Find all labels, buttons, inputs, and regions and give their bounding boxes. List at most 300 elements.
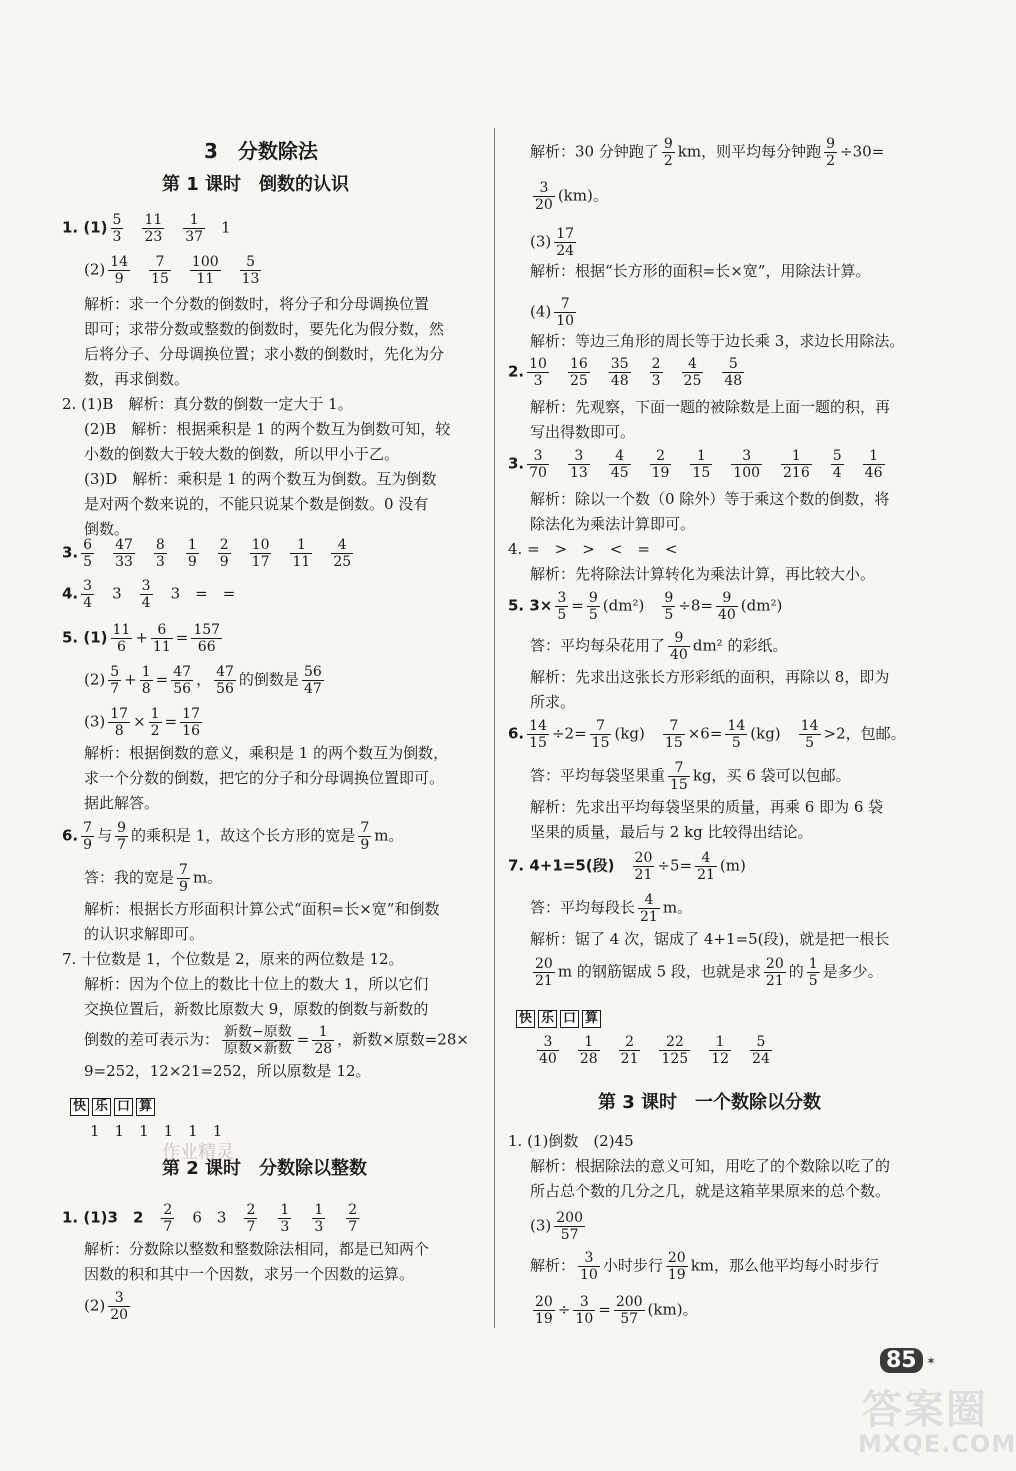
- fraction: [716, 590, 738, 623]
- fraction: [214, 664, 236, 697]
- numerator: 7: [149, 254, 171, 271]
- fraction: [244, 1202, 257, 1235]
- denominator: 9: [179, 879, 188, 895]
- q2-2a: (2)B 解析：根据乘积是 1 的两个数互为倒数可知，较: [84, 420, 451, 438]
- denominator: 17: [251, 554, 270, 570]
- numerator: 7: [663, 718, 685, 735]
- q7-analysis-3: 倒数的差可表示为： $\frac{\text{新数−原数}}{\text{原数×新数}}$ = $\frac{1}{28}$ ，新数×原数=28×: [84, 1024, 469, 1057]
- q7-analysis-1: 解析：因为个位上的数比十位上的数大 1，所以它们: [84, 975, 429, 993]
- fraction: [662, 136, 675, 169]
- q1-part2: (2) $\frac{14}{9}$ $\frac{7}{15}$ $\frac{100}{11}$ $\frac{5}{13}$: [84, 254, 277, 287]
- numerator: 3: [527, 448, 549, 465]
- watermark-url: MXQE.COM: [858, 1430, 1016, 1458]
- fraction: [662, 590, 675, 623]
- fraction: [142, 212, 164, 245]
- kuaile-values: 1 1 1 1 1 1: [90, 1122, 223, 1140]
- fraction: [807, 956, 820, 989]
- numerator: 3: [557, 590, 567, 606]
- denominator: 10: [556, 313, 575, 329]
- numerator: 100: [191, 254, 219, 270]
- fraction: [709, 1034, 731, 1067]
- r3-analysis: 解析：根据“长方形的面积=长×宽”，用除法计算。: [530, 262, 871, 280]
- denominator: 40: [539, 1051, 557, 1067]
- numerator: 7: [83, 820, 93, 836]
- fraction: [568, 356, 590, 389]
- denominator: 21: [640, 909, 658, 925]
- l2-analysis-1: 解析：分数除以整数和整数除法相同，都是已知两个: [84, 1240, 430, 1258]
- q7-analysis-2: 交换位置后，新数比原数大 9，原数的倒数与新数的: [84, 1000, 429, 1018]
- denominator: 15: [670, 777, 688, 793]
- fraction: [358, 820, 371, 853]
- r-q4: 4. = > > < = <: [508, 540, 678, 558]
- numerator: 7: [179, 862, 188, 878]
- numerator: 6: [83, 537, 93, 553]
- denominator: 19: [535, 1311, 553, 1327]
- denominator: 19: [667, 1267, 686, 1283]
- r-q4-analysis: 解析：先将除法计算转化为乘法计算，再比较大小。: [530, 565, 876, 583]
- lesson1-title: 第 1 课时 倒数的认识: [162, 174, 350, 195]
- denominator: 47: [303, 681, 322, 697]
- numerator: 1: [183, 212, 205, 229]
- numerator: 5: [110, 664, 120, 680]
- fraction: [186, 537, 199, 570]
- denominator: 216: [783, 465, 810, 481]
- q5-analysis-2: 求一个分数的倒数，把它的分子和分母调换位置即可。: [84, 769, 445, 787]
- numerator: 157: [193, 622, 221, 638]
- fraction: [149, 254, 171, 287]
- denominator: 20: [110, 1307, 129, 1323]
- numerator: 3: [141, 578, 151, 594]
- fraction: [154, 537, 167, 570]
- q6: 6. $\frac{7}{9}$ 与 $\frac{9}{7}$ 的乘积是 1，故这个长方形的宽是 $\frac{7}{9}$ m。: [62, 820, 404, 853]
- l3-calc: $\frac{20}{19}$ ÷ $\frac{3}{10}$ = $\frac{200}{57}$ (km)。: [535, 1294, 698, 1327]
- denominator: 5: [805, 735, 815, 751]
- denominator: 9: [83, 837, 93, 853]
- column-divider: [494, 128, 495, 1328]
- denominator: 13: [241, 271, 260, 287]
- numerator: 56: [303, 664, 322, 680]
- numerator: 9: [588, 590, 598, 606]
- numerator: 2: [246, 1202, 256, 1218]
- fraction: [527, 356, 549, 389]
- numerator: 35: [610, 356, 629, 372]
- denominator: 57: [620, 1311, 639, 1327]
- fraction: [619, 1034, 641, 1067]
- r-q2: 2. $\frac{10}{3}$ $\frac{16}{25}$ $\frac{35}{48}$ $\frac{2}{3}$ $\frac{4}{25}$ $\frac{5}{48}$: [508, 356, 760, 389]
- numerator: 2: [348, 1202, 358, 1218]
- fraction: [222, 1024, 294, 1057]
- numerator: 2: [651, 356, 661, 372]
- numerator: 3: [83, 578, 93, 594]
- fraction: [140, 578, 153, 611]
- q6-analysis-1: 解析：根据长方形面积计算公式“面积=长×宽”和倒数: [84, 900, 440, 918]
- fraction: [831, 448, 844, 481]
- numerator: 7: [668, 760, 690, 777]
- fraction: [668, 630, 690, 663]
- numerator: 9: [664, 590, 674, 606]
- denominator: 10: [575, 1311, 594, 1327]
- denominator: 6: [116, 639, 126, 655]
- numerator: 9: [663, 136, 673, 152]
- numerator: 16: [569, 356, 588, 372]
- denominator: 7: [246, 1219, 256, 1235]
- fraction: [81, 820, 94, 853]
- denominator: 25: [683, 373, 702, 389]
- fraction: [149, 706, 162, 739]
- denominator: 3: [651, 373, 661, 389]
- denominator: 28: [314, 1041, 333, 1057]
- fraction: [527, 718, 549, 751]
- denominator: 3: [533, 373, 543, 389]
- numerator: 新数−原数: [224, 1024, 292, 1040]
- numerator: 1: [150, 706, 160, 722]
- l3-analysis-2: 所占总个数的几分之几，就是这箱苹果原来的总个数。: [530, 1182, 891, 1200]
- q1-analysis-3: 后将分子、分母调换位置；求小数的倒数时，先化为分: [84, 345, 445, 363]
- numerator: 11: [112, 622, 131, 638]
- r-q2-analysis-1: 解析：先观察，下面一题的被除数是上面一题的积，再: [530, 398, 891, 416]
- q5-1: 5. (1) $\frac{11}{6}$ + $\frac{6}{11}$ = $\frac{157}{66}$: [62, 622, 221, 655]
- fraction: [113, 537, 135, 570]
- denominator: 66: [197, 639, 216, 655]
- fraction: [171, 664, 193, 697]
- fraction: [533, 180, 555, 213]
- r-q6-answer: 答：平均每袋坚果重 $\frac{7}{15}$ kg，买 6 袋可以包邮。: [530, 760, 851, 793]
- numerator: 47: [173, 664, 192, 680]
- fraction: [108, 1290, 130, 1323]
- denominator: 3: [314, 1219, 324, 1235]
- fraction: [312, 1024, 334, 1057]
- q5-2: (2) $\frac{5}{7}$ + $\frac{1}{8}$ = $\frac{47}{56}$ ， $\frac{47}{56}$ 的倒数是 $\frac{56}{47}$: [84, 664, 322, 697]
- denominator: 45: [610, 465, 629, 481]
- watermark-stamp: 作业精灵: [162, 1142, 234, 1163]
- r4: (4) $\frac{7}{10}$: [530, 296, 575, 329]
- fraction-row: [534, 1034, 788, 1067]
- fraction: [690, 448, 712, 481]
- denominator: 21: [535, 973, 553, 989]
- denominator: 5: [808, 973, 818, 989]
- numerator: 7: [554, 296, 576, 313]
- fraction: [650, 356, 663, 389]
- denominator: 10: [580, 1267, 598, 1283]
- numerator: 47: [115, 537, 133, 553]
- fraction: [302, 664, 324, 697]
- fraction: [587, 590, 600, 623]
- denominator: 9: [187, 554, 197, 570]
- numerator: 4: [682, 356, 704, 373]
- q5-analysis-1: 解析：根据倒数的意义，乘积是 1 的两个数互为倒数，: [84, 744, 449, 762]
- numerator: 2: [619, 1034, 641, 1051]
- denominator: 2: [826, 153, 836, 169]
- q2-3b: 是对两个数来说的，不能只说某个数是倒数。0 没有: [84, 495, 429, 513]
- numerator: 1: [863, 448, 885, 465]
- fraction: [650, 448, 672, 481]
- denominator: 57: [560, 1227, 579, 1243]
- numerator: 5: [832, 448, 842, 464]
- fraction-row: [78, 537, 369, 570]
- denominator: 5: [557, 607, 567, 623]
- fraction: [183, 212, 205, 245]
- denominator: 2: [150, 723, 160, 739]
- r-q7: 7. 4+1=5(段) $\frac{20}{21}$ ÷5= $\frac{4}{21}$ (m): [508, 850, 746, 883]
- numerator: 2: [163, 1202, 173, 1218]
- denominator: 70: [529, 465, 547, 481]
- page-number: 85: [880, 1348, 923, 1373]
- l2-q1: 1. (1)3 2 $\frac{2}{7}$ 6 3 $\frac{2}{7}$ $\frac{1}{3}$ $\frac{1}{3}$ $\frac{2}{7}$: [62, 1202, 358, 1235]
- denominator: 56: [216, 681, 234, 697]
- denominator: 37: [185, 229, 204, 245]
- fraction: [573, 1294, 595, 1327]
- denominator: 40: [717, 607, 736, 623]
- numerator: 1: [312, 1024, 334, 1041]
- fraction: [161, 1202, 174, 1235]
- numerator: 3: [108, 1290, 130, 1307]
- numerator: 1: [280, 1202, 290, 1218]
- fraction: [668, 760, 690, 793]
- numerator: 8: [155, 537, 165, 553]
- fraction: [555, 590, 568, 623]
- fraction: [554, 226, 576, 259]
- denominator: 100: [733, 465, 761, 481]
- denominator: 25: [333, 554, 352, 570]
- denominator: 9: [219, 554, 229, 570]
- numerator: 1: [690, 448, 712, 465]
- fraction: [824, 136, 837, 169]
- fraction: [177, 862, 190, 895]
- numerator: 3: [573, 1294, 595, 1311]
- numerator: 3: [533, 180, 555, 197]
- q6-analysis-2: 的认识求解即可。: [84, 925, 205, 943]
- r-q3-analysis-2: 除法化为乘法计算即可。: [530, 515, 696, 533]
- fraction: [638, 892, 660, 925]
- fraction: [312, 1202, 325, 1235]
- fraction: [140, 664, 153, 697]
- q5-analysis-3: 据此解答。: [84, 794, 160, 812]
- fraction: [108, 664, 121, 697]
- denominator: 24: [556, 243, 575, 259]
- r-kuaile-kousuan-badge: 快 乐 口 算: [516, 1006, 604, 1028]
- denominator: 40: [670, 647, 688, 663]
- r3: (3) $\frac{17}{24}$: [530, 226, 575, 259]
- numerator: 14: [110, 254, 129, 270]
- r-q7-answer: 答：平均每段长 $\frac{4}{21}$ m。: [530, 892, 693, 925]
- r-q3: 3. $\frac{3}{70}$ $\frac{3}{13}$ $\frac{4}{45}$ $\frac{2}{19}$ $\frac{1}{15}$ $\frac{3}{100}$ $\frac{1}{216}$ $\frac{5}{4}$ $\frac{1}{46}$: [508, 448, 901, 481]
- denominator: 56: [173, 681, 192, 697]
- fraction: [666, 1250, 688, 1283]
- fraction-row: [524, 356, 760, 389]
- r1-result: $\frac{3}{20}$ (km)。: [535, 180, 608, 213]
- numerator: 1: [141, 664, 151, 680]
- fraction: [554, 296, 576, 329]
- numerator: 200: [556, 1210, 583, 1226]
- fraction: [590, 718, 612, 751]
- fraction: [111, 212, 124, 245]
- q1-part1: 1. (1) $\frac{5}{3}$ $\frac{11}{23}$ $\frac{1}{37}$ 1: [62, 212, 231, 245]
- kuaile-kousuan-badge: 快 乐 口 算: [70, 1094, 158, 1116]
- numerator: 14: [529, 718, 547, 734]
- fraction: [659, 1034, 690, 1067]
- numerator: 5: [112, 212, 122, 228]
- denominator: 8: [141, 681, 151, 697]
- numerator: 10: [529, 356, 547, 372]
- numerator: 6: [151, 622, 173, 639]
- r1-analysis: 解析：30 分钟跑了 $\frac{9}{2}$ km，则平均每分钟跑 $\frac{9}{2}$ ÷30=: [530, 136, 885, 169]
- denominator: 13: [569, 465, 588, 481]
- fraction: [81, 578, 94, 611]
- r-q2-analysis-2: 写出得数即可。: [530, 423, 636, 441]
- denominator: 23: [144, 229, 163, 245]
- numerator: 9: [668, 630, 690, 647]
- q2-3c: 倒数。: [84, 520, 130, 538]
- denominator: 9: [360, 837, 370, 853]
- denominator: 9: [114, 271, 124, 287]
- denominator: 4: [83, 595, 93, 611]
- r4-analysis: 解析：等边三角形的周长等于边长乘 3，求边长用除法。: [530, 332, 905, 350]
- fraction: [682, 356, 704, 389]
- fraction: [663, 718, 685, 751]
- numerator: 9: [117, 820, 126, 836]
- fraction: [190, 254, 221, 287]
- denominator: 5: [588, 607, 598, 623]
- fraction: [111, 622, 133, 655]
- numerator: 5: [750, 1034, 772, 1051]
- denominator: 28: [579, 1051, 598, 1067]
- numerator: 14: [727, 718, 746, 734]
- fraction: [151, 622, 173, 655]
- numerator: 17: [110, 706, 129, 722]
- l2-analysis-2: 因数的积和其中一个因数，求另一个因数的运算。: [84, 1265, 415, 1283]
- fraction: [527, 448, 549, 481]
- fraction: [799, 718, 821, 751]
- denominator: 11: [292, 554, 311, 570]
- fraction: [191, 622, 222, 655]
- lesson2-title: 第 2 课时 分数除以整数: [162, 1158, 368, 1179]
- fraction: [533, 956, 555, 989]
- fraction: [609, 448, 631, 481]
- fraction: [533, 1294, 555, 1327]
- denominator: 7: [348, 1219, 358, 1235]
- l3-analysis-1: 解析：根据除法的意义可知，用吃了的个数除以吃了的: [530, 1157, 891, 1175]
- numerator: 17: [556, 226, 575, 242]
- fraction: [731, 448, 762, 481]
- numerator: 2: [219, 537, 229, 553]
- fraction: [578, 1250, 600, 1283]
- fraction: [290, 537, 312, 570]
- numerator: 10: [251, 537, 270, 553]
- numerator: 200: [615, 1294, 643, 1310]
- r-q6-analysis-1: 解析：先求出平均每袋坚果的质量，再乘 6 即为 6 袋: [530, 798, 884, 816]
- l3-q1: 1. (1)倒数 (2)45: [508, 1132, 634, 1150]
- denominator: 46: [864, 465, 883, 481]
- numerator: 3: [568, 448, 590, 465]
- fraction: [764, 956, 786, 989]
- l2-q1-part2: (2) $\frac{3}{20}$: [84, 1290, 129, 1323]
- fraction: [537, 1034, 559, 1067]
- r-q5: 5. 3× $\frac{3}{5}$ = $\frac{9}{5}$ (dm²) $\frac{9}{5}$ ÷8= $\frac{9}{40}$ (dm²): [508, 590, 783, 623]
- denominator: 2: [663, 153, 673, 169]
- r-q5-analysis-1: 解析：先求出这张长方形彩纸的面积，再除以 8，即为: [530, 668, 890, 686]
- numerator: 14: [800, 718, 819, 734]
- denominator: 15: [664, 735, 683, 751]
- watermark-logo: 答案圈: [862, 1387, 988, 1433]
- numerator: 1: [187, 537, 197, 553]
- q6-answer: 答：我的宽是 $\frac{7}{9}$ m。: [84, 862, 223, 895]
- denominator: 24: [752, 1051, 770, 1067]
- denominator: 5: [731, 735, 741, 751]
- fraction-row: [524, 448, 900, 481]
- denominator: 4: [141, 595, 151, 611]
- fraction: [568, 448, 590, 481]
- q1-analysis-1: 解析：求一个分数的倒数时，将分子和分母调换位置: [84, 295, 430, 313]
- l3-analysis-3: 解析： $\frac{3}{10}$ 小时步行 $\frac{20}{19}$ km，那么他平均每小时步行: [530, 1250, 880, 1283]
- numerator: 3: [578, 1250, 600, 1267]
- fraction: [331, 537, 353, 570]
- numerator: 1: [781, 448, 812, 465]
- l3-q3: (3) $\frac{200}{57}$: [530, 1210, 583, 1243]
- numerator: 20: [634, 850, 653, 866]
- numerator: 47: [216, 664, 234, 680]
- numerator: 7: [590, 718, 612, 735]
- numerator: 4: [638, 892, 660, 909]
- q5-3: (3) $\frac{17}{8}$ × $\frac{1}{2}$ = $\frac{17}{16}$: [84, 706, 200, 739]
- denominator: 3: [280, 1219, 290, 1235]
- fraction: [633, 850, 655, 883]
- denominator: 20: [535, 197, 553, 213]
- q7-analysis-4: 9=252，12×21=252，所以原数是 12。: [84, 1062, 371, 1080]
- denominator: 21: [620, 1051, 639, 1067]
- denominator: 11: [196, 271, 215, 287]
- denominator: 15: [529, 735, 547, 751]
- fraction: [180, 706, 202, 739]
- fraction: [863, 448, 885, 481]
- fraction: [81, 537, 94, 570]
- denominator: 7: [110, 681, 120, 697]
- denominator: 15: [692, 465, 711, 481]
- denominator: 125: [661, 1051, 689, 1067]
- r-kuaile-values: [534, 1034, 788, 1067]
- numerator: 20: [535, 1294, 553, 1310]
- denominator: 7: [117, 837, 126, 853]
- fraction: [695, 850, 717, 883]
- q7: 7. 十位数是 1，个位数是 2，原来的两位数是 12。: [62, 950, 404, 968]
- denominator: 15: [151, 271, 169, 287]
- fraction: [725, 718, 747, 751]
- denominator: 25: [569, 373, 588, 389]
- denominator: 21: [634, 867, 653, 883]
- denominator: 48: [610, 373, 629, 389]
- lesson3-title: 第 3 课时 一个数除以分数: [598, 1092, 822, 1113]
- fraction: [346, 1202, 359, 1235]
- denominator: 3: [112, 229, 122, 245]
- denominator: 11: [152, 639, 171, 655]
- r-q3-analysis-1: 解析：除以一个数（0 除外）等于乘这个数的倒数，将: [530, 490, 890, 508]
- fraction: [609, 356, 631, 389]
- q3: 3. $\frac{6}{5}$ $\frac{47}{33}$ $\frac{8}{3}$ $\frac{1}{9}$ $\frac{2}{9}$ $\frac{10}{17}$ $\frac{1}{11}$ $\frac{4}{25}$: [62, 537, 369, 570]
- denominator: 21: [765, 973, 784, 989]
- numerator: 17: [182, 706, 200, 722]
- denominator: 48: [724, 373, 743, 389]
- denominator: 3: [155, 554, 165, 570]
- r-q5-analysis-2: 所求。: [530, 693, 576, 711]
- numerator: 20: [765, 956, 784, 972]
- numerator: 4: [609, 448, 631, 465]
- numerator: 1: [578, 1034, 600, 1051]
- denominator: 5: [83, 554, 93, 570]
- denominator: 7: [163, 1219, 173, 1235]
- q2-3a: (3)D 解析：乘积是 1 的两个数互为倒数。互为倒数: [84, 470, 437, 488]
- denominator: 19: [651, 465, 670, 481]
- q2-2b: 小数的倒数大于较大数的倒数，所以甲小于乙。: [84, 445, 400, 463]
- numerator: 4: [331, 537, 353, 554]
